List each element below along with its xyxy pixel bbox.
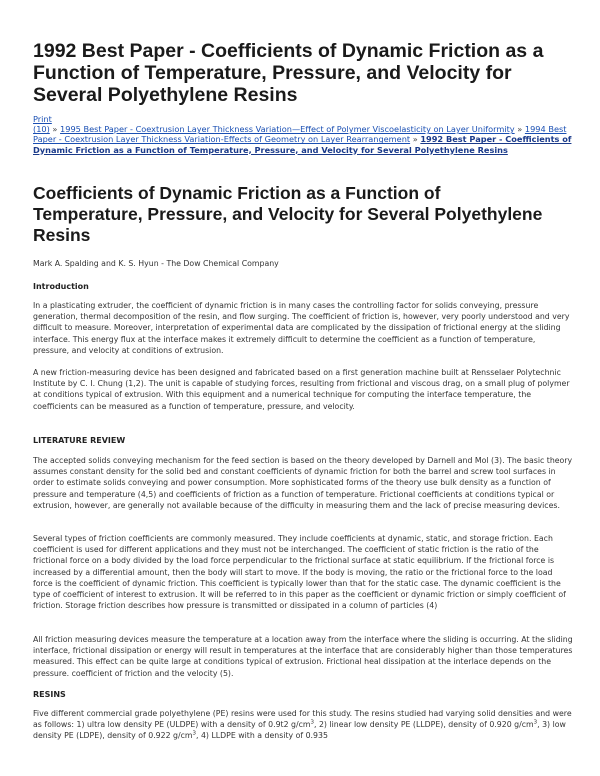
literature-paragraph-1: The accepted solids conveying mechanism for the feed section is based on the theory developed by Darnell and Mol (3). The basic theory assumes constant density for the solid bed and constant coefficients of dynamic friction for both the barrel and screw tool surfaces in order to estimate solids conveying and power consumption. More sophisticated forms of the theory use bulk density as a function of pressure and temperature (4,5) and coefficients of friction as a function of temperature. Frictional coefficients at conditions typical or extrusion, however, are generally not available because of the difficulty in measuring them and the lack of precise measuring devices. [33,456,573,510]
literature-paragraph-3: All friction measuring devices measure the temperature at a location away from the interface where the sliding is occurring. At the sliding interface, frictional dissipation or energy will result in temperatures at the interface that are considerably higher than those temperatures measured. This effect can be quite large at conditions typical of extrusion. Frictional heal dissipation at the interlace depends on the pressure. coefficient of friction and the velocity (5). [33,635,573,678]
resins-heading: RESINS [33,690,66,699]
print-link[interactable]: Print [33,114,52,124]
introduction-heading: Introduction [33,282,89,291]
breadcrumb-link-1994[interactable]: 1994 Best Paper - Coextrusion Layer Thickness Variation-Effects of Geometry on Layer Rearrangement [33,124,567,145]
page-title: 1992 Best Paper - Coefficients of Dynamic Friction as a Function of Temperature, Pressure, and Velocity for Several Polyethylene Resins [33,40,544,106]
resins-paragraph-1: Five different commercial grade polyethylene (PE) resins were used for this study. The resins studied had varying solid densities and were as follows: 1) ultra low density PE (ULDPE) with a density of 0.9t2 $g/cm^3$, 2) linear low density PE (LLDPE), density of 0.920 $g/cm^3$, 3) low density PE (LDPE), density of 0.922 $g/cm^3$, 4) LLDPE with a density of 0.935 [33,709,572,741]
breadcrumb-current[interactable]: 1992 Best Paper - Coefficients of Dynamic Friction as a Function of Temperature, Pressure, and Velocity for Several Polyethylene Resins [33,134,572,155]
intro-paragraph-1: In a plasticating extruder, the coefficient of dynamic friction is in many cases the controlling factor for solids conveying, pressure generation, thermal decomposition of the resin, and flow surging. The coefficient of friction is, however, very poorly understood and very difficult to measure. Moreover, interpretation of experimental data are complicated by the dissipation of frictional energy at the sliding interface. This energy flux at the interface makes it extremely difficult to determine the coefficient as a function of temperature, pressure, and velocity at conditions of extrusion. [33,301,570,355]
breadcrumb-separator: » [517,124,523,135]
intro-paragraph-2: A new friction-measuring device has been designed and fabricated based on a first generation machine built at Rensselaer Polytechnic Institute by C. I. Chung (1,2). The unit is capable of studying forces, resulting from frictional and viscous drag, on a small plug of polymer at conditions typical of extrusion. With this equipment and a numerical technique for computing the interface temperature, the coefficients can be measured as a function of temperature, pressure, and velocity. [33,368,570,411]
breadcrumb-separator: » [52,124,58,135]
breadcrumb-link-1995[interactable]: 1995 Best Paper - Coextrusion Layer Thickness Variation—Effect of Polymer Viscoelasticity on Layer Uniformity [60,124,515,135]
breadcrumb [33,114,573,155]
literature-paragraph-2: Several types of friction coefficients are commonly measured. They include coefficients at dynamic, static, and storage friction. Each coefficient is used for different applications and they must not be interchanged. The coefficient of static friction is the ratio of the frictional force on a body divided by the load force perpendicular to the frictional surface at static equilibrium. If the frictional force is increased by a differential amount, then the body will start to move. If the body is moving, the ratio or the frictional force to the load force is the coefficient of dynamic friction. This coefficient is typically lower than that for the static case. The dynamic coefficient is the type of coefficient of interest to extrusion. It will be referred to in this paper as the coefficient or dynamic friction or simply coefficient of friction. Storage friction describes how pressure is transmitted or dissipated in a column of particles (4) [33,534,566,611]
document-title: Coefficients of Dynamic Friction as a Function of Temperature, Pressure, and Velocity for Several Polyethylene Resins [33,183,543,245]
breadcrumb-separator: » [412,134,418,145]
authors: Mark A. Spalding and K. S. Hyun - The Dow Chemical Company [33,259,279,268]
literature-review-heading: LITERATURE REVIEW [33,436,126,445]
breadcrumb-link-10[interactable]: (10) [33,124,50,135]
